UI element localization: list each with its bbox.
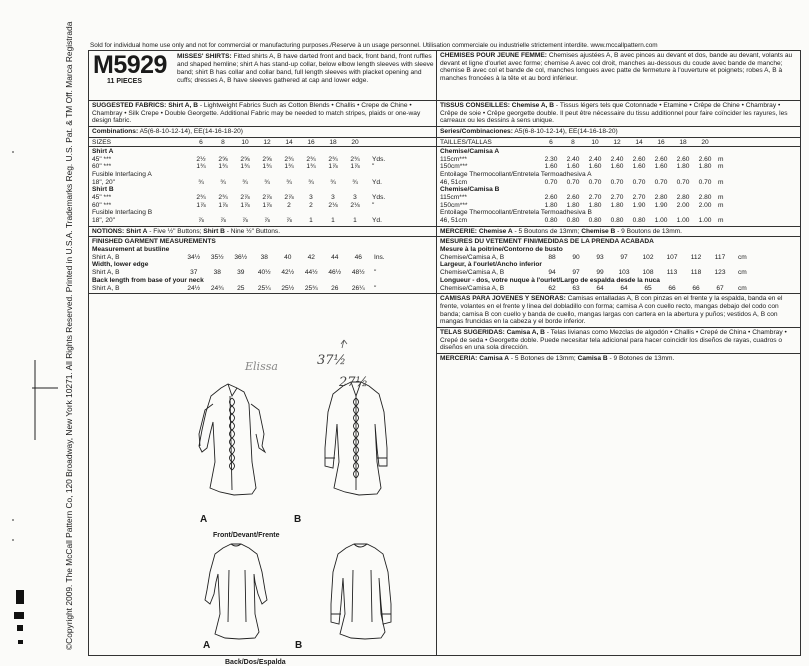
table-cell: 1.80 <box>676 163 690 171</box>
table-cell: 2¾ <box>328 155 338 163</box>
shirt-b-back-drawing <box>331 544 391 639</box>
table-row <box>92 209 433 217</box>
table-row <box>440 209 797 217</box>
pattern-envelope-back <box>88 50 801 666</box>
table-cell: 123 <box>714 269 726 277</box>
table-cell: 66 <box>668 284 676 292</box>
table-cell: 3 <box>309 193 313 201</box>
table-row <box>92 163 433 171</box>
table-cell: ⅞ <box>242 217 248 224</box>
finished-garment-measurements <box>89 237 436 294</box>
size-header-cell: 8 <box>221 138 225 146</box>
table-cell: ⅞ <box>220 217 226 224</box>
table-cell: 2.80 <box>676 193 690 201</box>
table-cell: 2⅞ <box>284 193 294 201</box>
table-cell: 2.80 <box>654 193 668 201</box>
table-cell: 2.60 <box>544 193 558 201</box>
table-cell: 1.90 <box>654 201 668 209</box>
row-label: 60" *** <box>92 163 112 171</box>
table-cell: 67 <box>716 284 724 292</box>
table-row <box>92 254 433 262</box>
notions: NOTIONS: Shirt A - Five ½" Buttons; Shirt B - Nine ½" Buttons. <box>89 227 436 238</box>
size-header-cell: 18 <box>679 138 687 146</box>
table-cell: 66 <box>692 284 700 292</box>
table-cell: ¾ <box>308 178 314 186</box>
table-row <box>440 277 797 285</box>
table-cell: 25¼ <box>257 284 271 292</box>
table-cell: 93 <box>596 253 604 261</box>
table-cell: 97 <box>572 269 580 277</box>
unit-label: m <box>718 163 724 171</box>
table-cell: 2⅝ <box>218 155 228 163</box>
unit-label: Ins. <box>374 253 385 261</box>
row-label: Entoilage Thermocollant/Entretela Termoadhesiva A <box>440 170 592 178</box>
size-header-cell: 16 <box>307 138 315 146</box>
table-cell: 2½ <box>196 155 206 163</box>
table-cell: 1.60 <box>654 163 668 171</box>
table-row <box>440 194 797 202</box>
table-cell: 1⅞ <box>350 163 360 171</box>
table-cell: 2.60 <box>632 155 646 163</box>
table-cell: 2¾ <box>196 193 206 201</box>
table-row <box>92 194 433 202</box>
table-row <box>440 171 797 179</box>
table-cell: 65 <box>644 284 652 292</box>
row-label: Entoilage Thermocollant/Entretela Termoadhesiva B <box>440 209 592 217</box>
table-cell: 0.70 <box>566 178 580 186</box>
size-header-cell: 6 <box>549 138 553 146</box>
table-cell: 0.80 <box>588 217 602 224</box>
table-cell: 2¾ <box>284 155 294 163</box>
table-cell: 2.40 <box>610 155 624 163</box>
table-row <box>440 285 797 293</box>
table-cell: 1.90 <box>632 201 646 209</box>
table-cell: 2.60 <box>654 155 668 163</box>
table-cell: 24¾ <box>210 284 224 292</box>
table-cell: 117 <box>714 253 726 261</box>
unit-label: m <box>718 193 724 201</box>
size-header-cell: 12 <box>613 138 621 146</box>
table-cell: 1 <box>309 217 313 224</box>
table-row <box>92 156 433 164</box>
table-cell: 1 <box>353 217 357 224</box>
unit-label: m <box>718 217 724 224</box>
table-row <box>440 179 797 187</box>
table-cell: 2¾ <box>218 193 228 201</box>
table-cell: 107 <box>666 253 678 261</box>
table-cell: 2.70 <box>610 193 624 201</box>
table-cell: 44 <box>331 253 339 261</box>
row-label: Fusible Interfacing B <box>92 209 153 217</box>
table-cell: 0.70 <box>654 178 668 186</box>
table-cell: ⅞ <box>286 217 292 224</box>
row-label: Chemise/Camisa A, B <box>440 284 505 292</box>
table-cell: 1.60 <box>588 163 602 171</box>
table-cell: 37 <box>190 269 198 277</box>
row-label: Fusible Interfacing A <box>92 170 152 178</box>
row-label: 115cm*** <box>440 155 467 163</box>
row-label: Longueur - dos, votre nuque à l'ourlet/Largo de espalda desde la nuca <box>440 276 660 284</box>
row-label: Shirt A, B <box>92 284 120 292</box>
row-label: Measurement at bustline <box>92 246 170 254</box>
row-label: Chemise/Camisa A, B <box>440 253 505 261</box>
table-row <box>92 148 433 156</box>
row-label: Back length from base of your neck <box>92 276 204 284</box>
table-cell: 2.60 <box>566 193 580 201</box>
table-cell: 39 <box>237 269 245 277</box>
table-row <box>440 202 797 210</box>
row-label: 45" *** <box>92 155 112 163</box>
front-label-a: A <box>200 514 208 525</box>
table-cell: 26¼ <box>351 284 365 292</box>
yardage-table <box>89 138 436 227</box>
size-header-cell: 8 <box>571 138 575 146</box>
table-cell: 40 <box>284 253 292 261</box>
table-cell: 0.70 <box>698 178 712 186</box>
usage-note: Sold for individual home use only and not for commercial or manufacturing purposes./Reserve à un usage personnel. Utilisation commerciale ou industrielle strictement interdite. www.mccallpattern.com <box>90 42 658 49</box>
metric-measurements <box>437 237 800 294</box>
table-cell: 1.80 <box>566 201 580 209</box>
suggested-fabrics: SUGGESTED FABRICS: Shirt A, B - Lightweight Fabrics Such as Cotton Blends • Challis • Crepe de Chine • Chambray • Silk Crepe • Double Georgette. Additional Fabric may be needed to match stripes, plaids or one-way design fabric. <box>89 101 436 127</box>
unit-label: " <box>374 284 377 292</box>
metric-yardage-table <box>437 138 800 227</box>
table-cell: 2⅝ <box>240 155 250 163</box>
size-header-row: SIZES 6 8 10 12 14 16 18 20 <box>89 138 436 147</box>
table-cell: 2.70 <box>632 193 646 201</box>
table-cell: 1⅞ <box>262 201 272 209</box>
table-row <box>440 148 797 156</box>
back-label-b: B <box>295 640 303 651</box>
table-cell: 2 <box>309 201 313 209</box>
pattern-header <box>89 51 436 101</box>
table-cell: 1.60 <box>544 163 558 171</box>
table-cell: 42 <box>307 253 315 261</box>
table-cell: 0.70 <box>632 178 646 186</box>
row-label: Shirt A, B <box>92 253 120 261</box>
table-cell: 108 <box>642 269 654 277</box>
table-cell: 0.80 <box>544 217 558 224</box>
table-cell: 63 <box>572 284 580 292</box>
table-cell: 1.80 <box>588 201 602 209</box>
table-row <box>440 156 797 164</box>
table-cell: 64 <box>620 284 628 292</box>
table-row <box>440 163 797 171</box>
handwritten-bust: 37½ <box>317 353 347 368</box>
table-row <box>440 261 797 269</box>
row-label: 46, 51cm <box>440 178 468 186</box>
table-cell: 2.00 <box>698 201 712 209</box>
table-cell: 1.60 <box>610 163 624 171</box>
size-header-cell: 14 <box>635 138 643 146</box>
table-row <box>440 186 797 194</box>
table-cell: 90 <box>572 253 580 261</box>
table-cell: 40½ <box>257 269 271 277</box>
table-cell: 2⅝ <box>262 155 272 163</box>
technical-drawings <box>89 338 437 657</box>
handwritten-name: Elissa <box>245 360 278 373</box>
unit-label: " <box>372 201 375 209</box>
metric-measurements-title: MESURES DU VETEMENT FINI/MEDIDAS DE LA PRENDA ACABADA <box>440 238 654 246</box>
french-spanish-column <box>437 51 800 655</box>
table-cell: 2 <box>287 201 291 209</box>
table-cell: 1¾ <box>218 163 228 171</box>
table-cell: 103 <box>618 269 630 277</box>
table-cell: ⅞ <box>264 217 270 224</box>
table-row <box>92 261 433 269</box>
unit-label: Yd. <box>372 178 382 186</box>
unit-label: cm <box>738 253 747 261</box>
table-cell: ¾ <box>330 178 336 186</box>
table-row <box>92 269 433 277</box>
row-label: Shirt A <box>92 147 114 155</box>
spanish-notions: MERCERIA: Camisa A - 5 Botones de 13mm; Camisa B - 9 Botones de 13mm. <box>440 355 675 363</box>
row-label: Chemise/Camisa A, B <box>440 269 505 277</box>
table-cell: 1¾ <box>196 163 206 171</box>
size-header-cell: 18 <box>329 138 337 146</box>
size-header-cell: 10 <box>241 138 249 146</box>
table-cell: 2¾ <box>306 155 316 163</box>
table-cell: 97 <box>620 253 628 261</box>
unit-label: Yds. <box>372 193 386 201</box>
table-cell: 0.80 <box>632 217 646 224</box>
table-cell: 25 <box>237 284 245 292</box>
table-cell: 1.60 <box>632 163 646 171</box>
table-cell: 1.00 <box>698 217 712 224</box>
front-caption: Front/Devant/Frente <box>213 532 280 539</box>
unit-label: cm <box>738 269 747 277</box>
table-cell: 38 <box>260 253 268 261</box>
table-cell: 2.30 <box>544 155 558 163</box>
row-label: 45" *** <box>92 193 112 201</box>
table-cell: 88 <box>548 253 556 261</box>
table-cell: 2⅛ <box>350 201 360 209</box>
row-label: 18", 20" <box>92 178 116 186</box>
table-cell: 2⅞ <box>262 193 272 201</box>
combinations: Combinations: A5(6-8-10-12-14), EE(14-16-18-20) <box>89 127 436 138</box>
table-cell: 0.70 <box>588 178 602 186</box>
table-cell: 2.60 <box>676 155 690 163</box>
row-label: Chemise/Camisa B <box>440 186 500 194</box>
table-row <box>92 217 433 225</box>
row-label: 60" *** <box>92 201 112 209</box>
measurements-title: FINISHED GARMENT MEASUREMENTS <box>92 238 216 246</box>
size-header-cell: 12 <box>263 138 271 146</box>
table-cell: 2.80 <box>698 193 712 201</box>
table-cell: 3 <box>331 193 335 201</box>
size-header-cell: 16 <box>657 138 665 146</box>
table-cell: 25½ <box>281 284 295 292</box>
table-row <box>92 179 433 187</box>
unit-label: Yds. <box>372 155 386 163</box>
table-cell: 1¾ <box>262 163 272 171</box>
table-cell: 102 <box>642 253 654 261</box>
table-cell: 62 <box>548 284 556 292</box>
table-cell: 2.00 <box>676 201 690 209</box>
table-cell: 3 <box>353 193 357 201</box>
table-cell: 1¾ <box>240 163 250 171</box>
table-row <box>92 246 433 254</box>
row-label: 150cm*** <box>440 163 468 171</box>
size-header-cell: 14 <box>285 138 293 146</box>
pattern-number: M5929 <box>93 51 167 79</box>
table-row <box>440 246 797 254</box>
table-cell: 1.00 <box>654 217 668 224</box>
table-cell: 99 <box>596 269 604 277</box>
table-cell: ¾ <box>264 178 270 186</box>
table-cell: 112 <box>690 253 702 261</box>
english-column <box>89 51 437 666</box>
french-fabrics: TISSUS CONSEILLES: Chemise A, B - Tissus légers tels que Cotonnade • Etamine • Crêpe de Chine • Chambray • Crêpe de soie • Crêpe georgette double. Il peut être nécessaire du tissu additionnel pour faire coïncider les rayures, les carreaux ou les dessins à sens unique. <box>437 101 800 127</box>
row-label: Mesure à la poitrine/Contorno de busto <box>440 246 563 254</box>
table-cell: 0.70 <box>676 178 690 186</box>
margin-marks <box>0 0 60 658</box>
row-label: Shirt A, B <box>92 269 120 277</box>
table-cell: 2¾ <box>350 155 360 163</box>
table-row <box>92 202 433 210</box>
row-label: Width, lower edge <box>92 261 149 269</box>
spanish-fabrics: TELAS SUGERIDAS: Camisa A, B - Telas livianas como Mezclas de algodón • Challis • Crepé de China • Chambray • Crepé de seda • Georgette doble. Puede necesitar tela adicional para hacer coincidir los diseños de rayas, cuadros o diseños en una sola dirección. <box>437 328 800 354</box>
table-row <box>440 269 797 277</box>
unit-label: m <box>718 155 724 163</box>
table-cell: ¾ <box>286 178 292 186</box>
table-cell: 1.80 <box>544 201 558 209</box>
table-cell: 26 <box>331 284 339 292</box>
french-notions: MERCERIE: Chemise A - 5 Boutons de 13mm; Chemise B - 9 Boutons de 13mm. <box>437 227 800 238</box>
table-cell: 1.80 <box>610 201 624 209</box>
table-row <box>92 171 433 179</box>
table-cell: 25¾ <box>304 284 318 292</box>
table-cell: 24½ <box>187 284 201 292</box>
table-cell: 1⅞ <box>240 201 250 209</box>
table-cell: 38 <box>213 269 221 277</box>
table-row <box>92 285 433 293</box>
table-cell: 2⅛ <box>328 201 338 209</box>
unit-label: " <box>372 163 375 171</box>
unit-label: m <box>718 178 724 186</box>
table-cell: 2.60 <box>698 155 712 163</box>
table-cell: ⅞ <box>198 217 204 224</box>
row-label: Largeur, à l'ourlet/Ancho inferior <box>440 261 542 269</box>
table-row <box>440 217 797 225</box>
back-caption: Back/Dos/Espalda <box>225 659 286 666</box>
row-label: 46, 51cm <box>440 217 468 224</box>
table-cell: 0.70 <box>610 178 624 186</box>
table-row <box>92 186 433 194</box>
table-cell: ¾ <box>242 178 248 186</box>
table-cell: 2.40 <box>566 155 580 163</box>
row-label: Chemise/Camisa A <box>440 147 500 155</box>
table-cell: 1 <box>331 217 335 224</box>
table-cell: 1⅞ <box>218 201 228 209</box>
pattern-description: MISSES' SHIRTS: Fitted shirts A, B have darted front and back, front band, front ruffles and shaped hemline; shirt A has stand-up collar, below elbow length sleeves with sleeve band; shirt B has collar and collar band, full length sleeves with placket opening and cuffs; dresses A, B have sleeves gathered at cap and lower edge. <box>177 53 434 84</box>
table-cell: ¾ <box>198 178 204 186</box>
table-cell: 46 <box>354 253 362 261</box>
table-cell: 44½ <box>304 269 318 277</box>
table-cell: 1.00 <box>676 217 690 224</box>
table-cell: 118 <box>690 269 702 277</box>
shirt-a-front-drawing <box>199 384 265 495</box>
table-cell: 1¾ <box>284 163 294 171</box>
table-cell: 94 <box>548 269 556 277</box>
unit-label: m <box>718 201 724 209</box>
table-cell: 1.80 <box>698 163 712 171</box>
row-label: Shirt B <box>92 186 114 194</box>
table-cell: 1¾ <box>306 163 316 171</box>
table-cell: 2.40 <box>588 155 602 163</box>
shirt-b-front-drawing <box>325 382 387 495</box>
french-combinations: Series/Combinaciones: A5(6-8-10-12-14), EE(14-16-18-20) <box>437 127 800 138</box>
table-cell: 0.70 <box>544 178 558 186</box>
table-cell: 113 <box>666 269 678 277</box>
table-cell: 0.80 <box>610 217 624 224</box>
table-cell: 34½ <box>187 253 201 261</box>
table-cell: ¾ <box>352 178 358 186</box>
table-cell: 36½ <box>234 253 248 261</box>
table-cell: 1⅞ <box>196 201 206 209</box>
size-header-cell: 20 <box>351 138 359 146</box>
table-row <box>92 277 433 285</box>
table-cell: 42½ <box>281 269 295 277</box>
table-cell: 46½ <box>328 269 342 277</box>
french-description: CHEMISES POUR JEUNE FEMME: Chemises ajustées A, B avec pinces au devant et dos, bande au devant, volants au devant et ligne d'ourlet avec forme; chemise A avec col droit, manches au-dessous du coude avec bande de manche; chemise B avec col et bande de col, manches longues avec patte de fermeture à l'ouverture et poignets; robes A, B à manches froncées à la tête et au bord inférieur. <box>437 51 800 101</box>
table-cell: 64 <box>596 284 604 292</box>
spanish-description: CAMISAS PARA JOVENES Y SENORAS: Camisas entalladas A, B con pinzas en el frente y la espalda, banda en el frente, volantes en el frente y línea del dobladillo con forma; camisa A con cuello recto, mangas debajo del codo con banda; camisa B con cuello y banda de cuello, mangas largas con cartera en la abertura y puños; vestidos A, B con mangas fruncidas en la cabeza y el borde inferior. <box>437 294 800 328</box>
table-cell: 48½ <box>351 269 365 277</box>
copyright-side-note: ©Copyright 2009. The McCall Pattern Co, 120 Broadway, New York 10271. All Rights Reserved. Printed in U.S.A. Trademarks Reg. U.S. Pat. & TM Off. Marca Registrada <box>64 21 74 650</box>
table-cell: 35½ <box>210 253 224 261</box>
back-label-a: A <box>203 640 211 651</box>
piece-count: 11 PIECES <box>107 78 143 85</box>
size-header-cell: 10 <box>591 138 599 146</box>
unit-label: " <box>374 269 377 277</box>
table-cell: 2⅞ <box>240 193 250 201</box>
table-cell: 2.70 <box>588 193 602 201</box>
row-label: 18", 20" <box>92 217 116 224</box>
front-label-b: B <box>294 514 302 525</box>
row-label: 115cm*** <box>440 193 467 201</box>
unit-label: cm <box>738 284 747 292</box>
shirt-a-back-drawing <box>205 544 267 639</box>
table-cell: 1.60 <box>566 163 580 171</box>
size-header-cell: 6 <box>199 138 203 146</box>
table-row <box>440 254 797 262</box>
unit-label: Yd. <box>372 217 382 224</box>
table-cell: ¾ <box>220 178 226 186</box>
size-header-cell: 20 <box>701 138 709 146</box>
metric-size-header-row: TAILLES/TALLAS 6 8 10 12 14 16 18 20 <box>437 138 800 147</box>
table-cell: 0.80 <box>566 217 580 224</box>
handwritten-length: 27½ <box>339 375 369 390</box>
row-label: 150cm*** <box>440 201 468 209</box>
table-cell: 1⅞ <box>328 163 338 171</box>
